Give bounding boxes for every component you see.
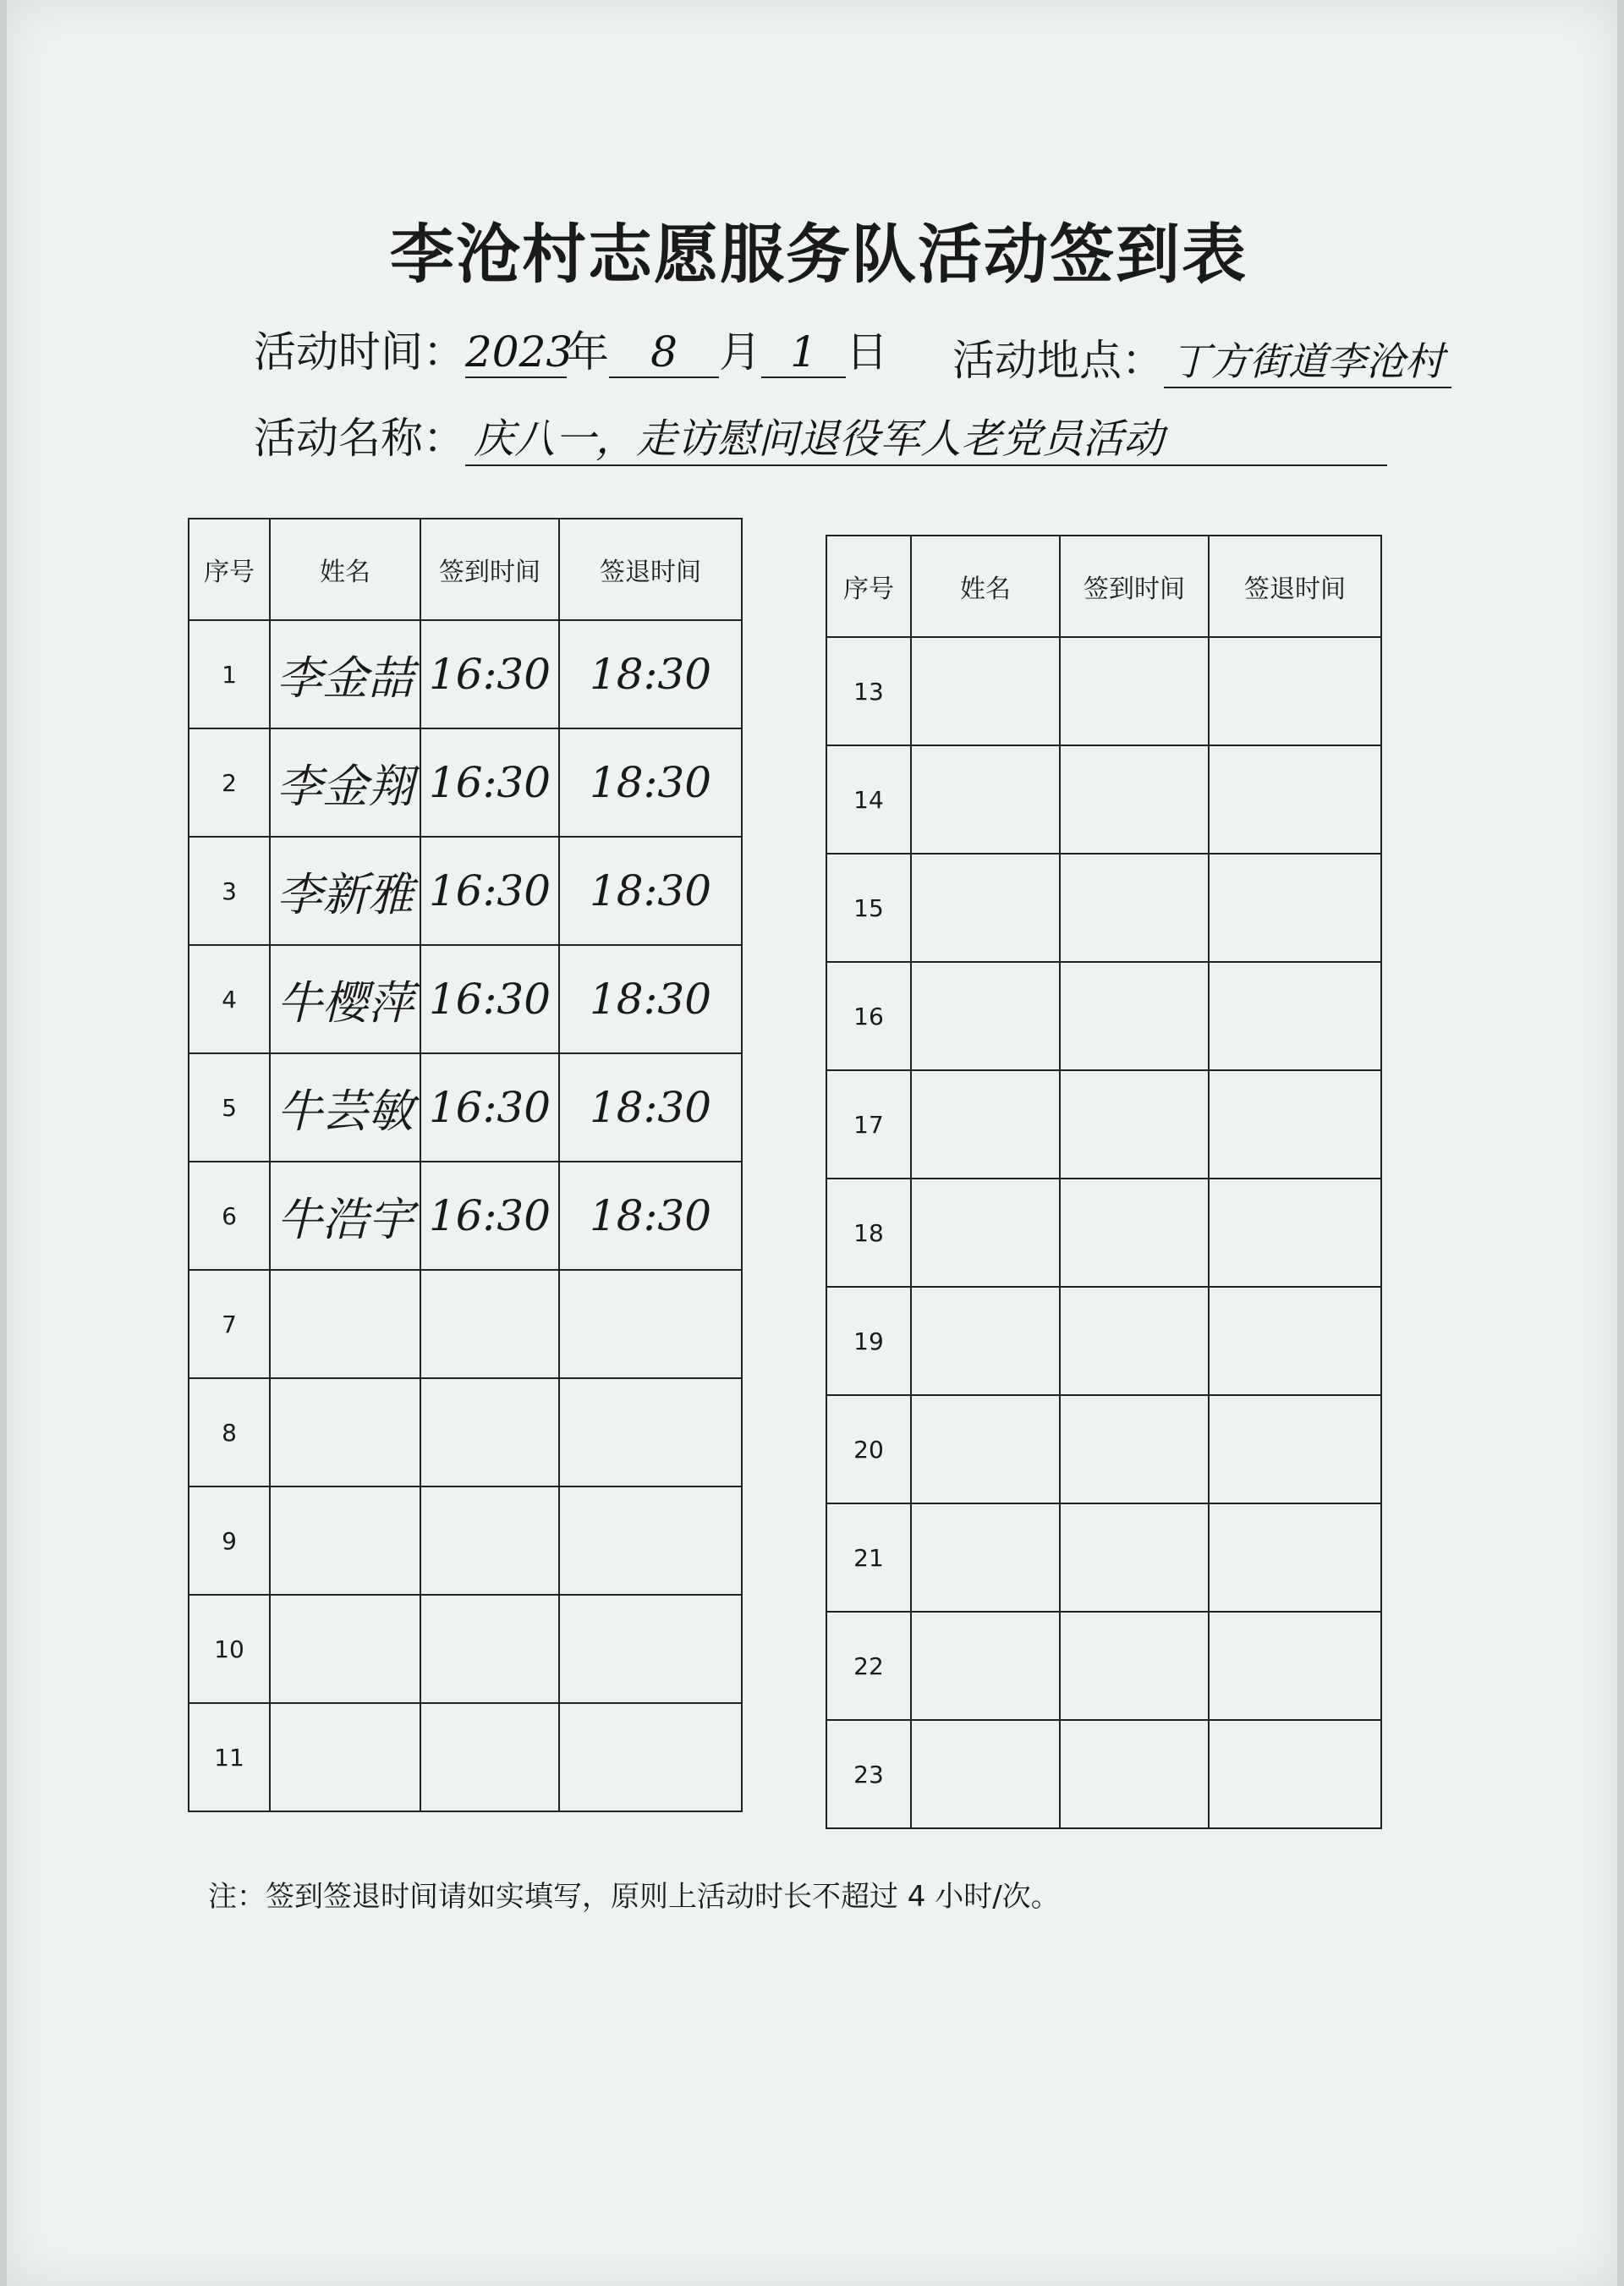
name-cell [270, 1703, 420, 1811]
header-number: 序号 [826, 536, 911, 637]
signout-time-cell [1209, 854, 1381, 962]
table-row [189, 728, 742, 837]
paper-sheet [7, 0, 1617, 2286]
name-cell [911, 1070, 1060, 1179]
name-cell [911, 1395, 1060, 1503]
day-value: 1 [761, 327, 846, 378]
row-number-cell: 11 [189, 1703, 270, 1811]
table-row [826, 1720, 1381, 1828]
row-number-cell: 20 [826, 1395, 911, 1503]
table-row [826, 745, 1381, 854]
name-cell [270, 1486, 420, 1595]
name-cell [911, 1287, 1060, 1395]
signin-time-cell [1060, 637, 1209, 745]
signin-time-cell [1060, 1179, 1209, 1287]
signin-table-right [826, 535, 1382, 1829]
row-number-cell: 19 [826, 1287, 911, 1395]
signin-time-cell: 16:30 [420, 1053, 559, 1162]
activity-time-label: 活动时间： [254, 327, 465, 376]
name-cell [911, 1179, 1060, 1287]
row-number-cell: 18 [826, 1179, 911, 1287]
signin-time-cell [1060, 854, 1209, 962]
name-cell: 牛浩宇 [270, 1162, 420, 1270]
signout-time-cell: 18:30 [559, 620, 742, 728]
row-number-cell: 9 [189, 1486, 270, 1595]
name-cell [911, 1503, 1060, 1612]
activity-place-row [952, 327, 1451, 388]
signin-time-cell: 16:30 [420, 945, 559, 1053]
row-number-cell: 3 [189, 837, 270, 945]
name-cell [911, 854, 1060, 962]
header-number: 序号 [189, 519, 270, 620]
name-cell [270, 1595, 420, 1703]
signin-time-cell [1060, 1720, 1209, 1828]
name-cell [911, 745, 1060, 854]
name-cell [270, 1270, 420, 1378]
signout-time-cell [559, 1595, 742, 1703]
year-unit: 年 [567, 327, 609, 376]
month-value: 8 [609, 327, 719, 378]
row-number-cell: 23 [826, 1720, 911, 1828]
table-row [826, 1503, 1381, 1612]
table-row [826, 854, 1381, 962]
name-cell [911, 637, 1060, 745]
signout-time-cell [1209, 962, 1381, 1070]
signin-time-cell [1060, 1287, 1209, 1395]
signout-time-cell: 18:30 [559, 1162, 742, 1270]
row-number-cell: 13 [826, 637, 911, 745]
signin-time-cell [1060, 1395, 1209, 1503]
row-number-cell: 2 [189, 728, 270, 837]
table-row [826, 1179, 1381, 1287]
table-row [189, 945, 742, 1053]
form-title: 李沧村志愿服务队活动签到表 [390, 217, 1248, 292]
signout-time-cell [1209, 745, 1381, 854]
row-number-cell: 6 [189, 1162, 270, 1270]
row-number-cell: 1 [189, 620, 270, 728]
name-cell [270, 1378, 420, 1486]
signin-time-cell [1060, 962, 1209, 1070]
signout-time-cell [1209, 1395, 1381, 1503]
row-number-cell: 5 [189, 1053, 270, 1162]
signin-time-cell: 16:30 [420, 728, 559, 837]
activity-name-label: 活动名称： [254, 414, 465, 463]
row-number-cell: 10 [189, 1595, 270, 1703]
signin-time-cell [420, 1486, 559, 1595]
signin-time-cell: 16:30 [420, 620, 559, 728]
activity-place-value: 丁方街道李沧村 [1164, 331, 1451, 388]
signin-time-cell [420, 1270, 559, 1378]
header-name: 姓名 [270, 519, 420, 620]
row-number-cell: 16 [826, 962, 911, 1070]
table-row [189, 837, 742, 945]
table-header-row [826, 536, 1381, 637]
signout-time-cell [1209, 1179, 1381, 1287]
signin-time-cell [1060, 1070, 1209, 1179]
table-row [826, 1395, 1381, 1503]
signin-time-cell [420, 1378, 559, 1486]
row-number-cell: 7 [189, 1270, 270, 1378]
signout-time-cell [559, 1378, 742, 1486]
table-header-row [189, 519, 742, 620]
row-number-cell: 17 [826, 1070, 911, 1179]
table-row [826, 962, 1381, 1070]
signin-table-left [188, 518, 743, 1812]
activity-time-row [254, 318, 888, 379]
name-cell: 牛樱萍 [270, 945, 420, 1053]
signout-time-cell: 18:30 [559, 1053, 742, 1162]
table-row [189, 1595, 742, 1703]
name-cell: 牛芸敏 [270, 1053, 420, 1162]
table-row [826, 1070, 1381, 1179]
signin-time-cell: 16:30 [420, 837, 559, 945]
row-number-cell: 21 [826, 1503, 911, 1612]
signout-time-cell [559, 1486, 742, 1595]
signin-time-cell [1060, 1503, 1209, 1612]
day-unit: 日 [846, 327, 888, 376]
table-row [189, 1378, 742, 1486]
signin-time-cell: 16:30 [420, 1162, 559, 1270]
signout-time-cell [559, 1703, 742, 1811]
header-signout-time: 签退时间 [1209, 536, 1381, 637]
name-cell: 李金喆 [270, 620, 420, 728]
table-row [189, 1486, 742, 1595]
name-cell [911, 1720, 1060, 1828]
signout-time-cell [1209, 1287, 1381, 1395]
signout-time-cell [559, 1270, 742, 1378]
signin-time-cell [1060, 745, 1209, 854]
activity-name-value: 庆八一，走访慰问退役军人老党员活动 [465, 406, 1387, 466]
year-value: 2023 [465, 327, 573, 376]
header-signin-time: 签到时间 [1060, 536, 1209, 637]
signout-time-cell [1209, 1612, 1381, 1720]
signout-time-cell: 18:30 [559, 945, 742, 1053]
month-unit: 月 [719, 327, 761, 376]
row-number-cell: 14 [826, 745, 911, 854]
name-cell [911, 962, 1060, 1070]
header-signout-time: 签退时间 [559, 519, 742, 620]
signout-time-cell: 18:30 [559, 837, 742, 945]
row-number-cell: 8 [189, 1378, 270, 1486]
footer-note: 注：签到签退时间请如实填写，原则上活动时长不超过 4 小时/次。 [208, 1880, 1060, 1914]
signin-time-cell [420, 1703, 559, 1811]
signout-time-cell [1209, 1720, 1381, 1828]
signin-time-cell [420, 1595, 559, 1703]
row-number-cell: 4 [189, 945, 270, 1053]
signout-time-cell [1209, 1503, 1381, 1612]
signout-time-cell [1209, 637, 1381, 745]
table-row [189, 1053, 742, 1162]
signout-time-cell: 18:30 [559, 728, 742, 837]
header-name: 姓名 [911, 536, 1060, 637]
header-signin-time: 签到时间 [420, 519, 559, 620]
activity-name-row [254, 404, 1387, 466]
table-row [189, 1162, 742, 1270]
table-row [826, 1287, 1381, 1395]
table-row [189, 620, 742, 728]
signout-time-cell [1209, 1070, 1381, 1179]
name-cell: 李新雅 [270, 837, 420, 945]
name-cell [911, 1612, 1060, 1720]
name-cell: 李金翔 [270, 728, 420, 837]
table-row [189, 1703, 742, 1811]
table-row [826, 1612, 1381, 1720]
table-row [189, 1270, 742, 1378]
table-row [826, 637, 1381, 745]
row-number-cell: 15 [826, 854, 911, 962]
signin-time-cell [1060, 1612, 1209, 1720]
row-number-cell: 22 [826, 1612, 911, 1720]
activity-place-label: 活动地点： [952, 336, 1164, 385]
